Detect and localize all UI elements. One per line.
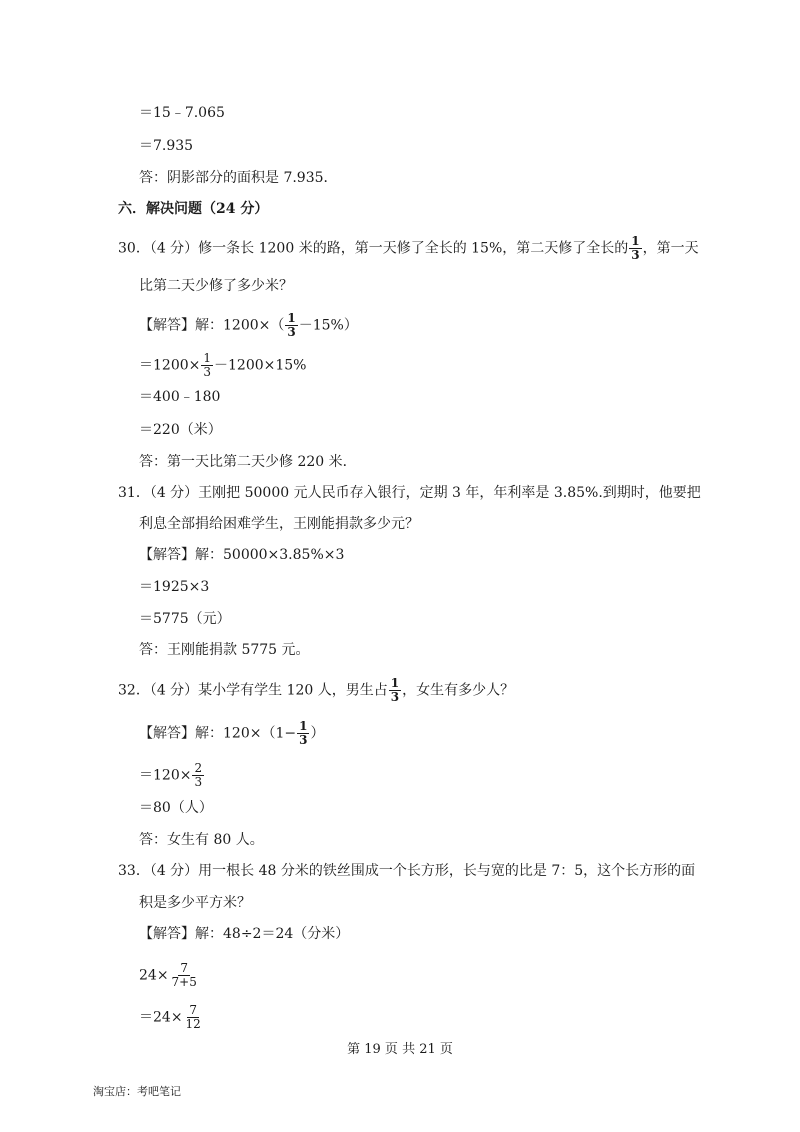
calc-line: ＝15﹣7.065: [139, 105, 225, 121]
section-heading: 六．解决问题（24 分）: [118, 201, 269, 217]
calc-line: [139, 1004, 204, 1031]
numerator: 1: [287, 311, 296, 325]
calc-text: ＝120×: [139, 767, 192, 784]
calc-line: ＝5775（元）: [139, 611, 231, 627]
solution-text: －15%）: [298, 317, 358, 334]
numerator: 1: [299, 719, 308, 733]
fraction: [389, 677, 401, 704]
answer-line: 答：阴影部分的面积是 7.935．: [139, 170, 338, 186]
denominator: 7+5: [171, 975, 197, 989]
denominator: 3: [390, 690, 400, 704]
page-footer: 第 19 页 共 21 页: [347, 1042, 453, 1057]
calc-line: ＝1925×3: [139, 579, 210, 595]
fraction: [192, 762, 204, 789]
shop-watermark: 淘宝店：考吧笔记: [93, 1085, 181, 1098]
answer-line: 答：女生有 80 人。: [139, 832, 264, 848]
solution-text: ）: [310, 725, 325, 742]
question-32: [118, 677, 514, 704]
numerator: 1: [203, 351, 211, 365]
numerator: 7: [189, 1003, 197, 1017]
solution-line: 【解答】解：48÷2＝24（分米）: [139, 926, 350, 942]
question-30: [118, 235, 699, 262]
answer-line: 答：第一天比第二天少修 220 米．: [139, 454, 357, 470]
question-text: 积是多少平方米？: [139, 895, 251, 911]
question-31: 31．（4 分）王刚把 50000 元人民币存入银行，定期 3 年，年利率是 3.85%.到期时，他要把: [118, 485, 701, 501]
numerator: 2: [194, 761, 203, 775]
fraction: [170, 962, 199, 989]
calc-text: －1200×15%: [214, 357, 307, 374]
fraction: [184, 1004, 203, 1031]
calc-line: ＝220（米）: [139, 422, 222, 438]
numerator: 7: [180, 961, 189, 975]
denominator: 12: [185, 1017, 201, 1031]
solution-line: [139, 720, 324, 747]
answer-line: 答：王刚能捐款 5775 元。: [139, 642, 310, 658]
calc-text: ＝24×: [139, 1009, 183, 1026]
calc-line: [139, 962, 200, 989]
calc-line: ＝400﹣180: [139, 389, 221, 405]
question-text: ，女生有多少人？: [402, 682, 515, 699]
calc-line: ＝80（人）: [139, 800, 213, 816]
denominator: 3: [631, 248, 640, 262]
denominator: 3: [299, 733, 308, 747]
question-text: ，第一天: [642, 240, 699, 257]
numerator: 1: [631, 234, 640, 248]
numerator: 1: [390, 676, 400, 690]
calc-line: [139, 352, 306, 379]
question-text: 32．（4 分）某小学有学生 120 人，男生占: [118, 682, 388, 699]
calc-text: 24×: [139, 967, 169, 984]
denominator: 3: [194, 775, 203, 789]
question-33: 33．（4 分）用一根长 48 分米的铁丝围成一个长方形，长与宽的比是 7：5，这个长方形的面: [118, 863, 696, 879]
question-text: 利息全部捐给困难学生，王刚能捐款多少元？: [139, 516, 419, 532]
question-text: 比第二天少修了多少米？: [139, 278, 293, 294]
denominator: 3: [287, 325, 296, 339]
solution-text: 【解答】解：1200×（: [139, 317, 285, 334]
calc-line: [139, 762, 205, 789]
calc-line: ＝7.935: [139, 138, 194, 154]
calc-text: ＝1200×: [139, 357, 201, 374]
fraction: [629, 235, 641, 262]
denominator: 3: [203, 365, 211, 379]
solution-text: 【解答】解：120×（1−: [139, 725, 297, 742]
solution-line: [139, 312, 358, 339]
fraction: [297, 720, 309, 747]
fraction: [285, 312, 297, 339]
solution-line: 【解答】解：50000×3.85%×3: [139, 547, 345, 563]
question-text: 30．（4 分）修一条长 1200 米的路，第一天修了全长的 15%，第二天修了全长的: [118, 240, 629, 257]
fraction: [201, 352, 213, 379]
